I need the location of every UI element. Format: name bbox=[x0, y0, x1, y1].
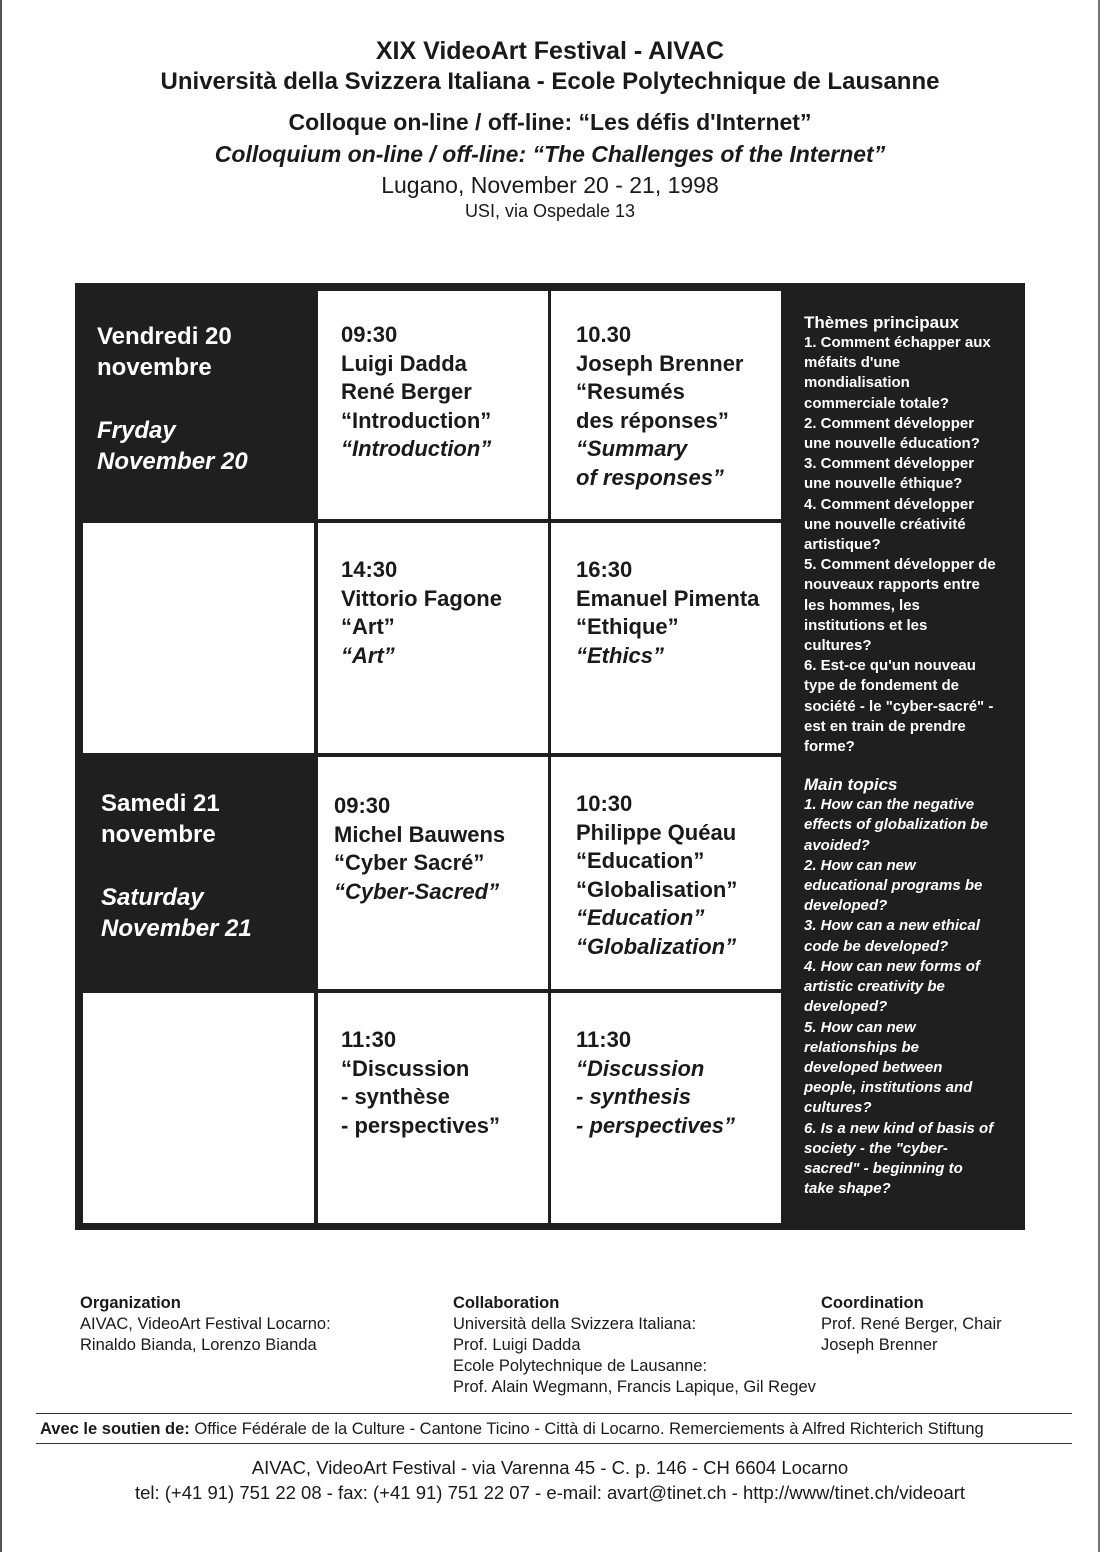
talk-title-fr: “Introduction” bbox=[341, 407, 492, 433]
theme-line: une nouvelle créativité bbox=[804, 515, 966, 533]
topic-line: cultures? bbox=[804, 1099, 872, 1117]
theme-line: cultures? bbox=[804, 637, 872, 655]
talk-title-fr: “Ethique” bbox=[576, 614, 679, 639]
credits-line: Prof. Alain Wegmann, Francis Lapique, Gil Regev bbox=[453, 1378, 816, 1396]
topic-line: society - the "cyber- bbox=[804, 1139, 948, 1157]
theme-line: une nouvelle éthique? bbox=[804, 475, 963, 493]
session-6 bbox=[576, 790, 737, 961]
credits-title: Collaboration bbox=[453, 1294, 560, 1312]
theme-line: 3. Comment développer bbox=[804, 455, 975, 473]
speaker: Michel Bauwens bbox=[334, 821, 506, 847]
theme-line: nouveaux rapports entre bbox=[804, 576, 980, 594]
talk-title-fr: - synthèse bbox=[341, 1084, 450, 1109]
theme-line: 6. Est-ce qu'un nouveau bbox=[804, 657, 976, 675]
credits-coordination bbox=[821, 1293, 1002, 1356]
talk-title-fr: “Resumés bbox=[576, 379, 685, 404]
talk-title-fr: “Art” bbox=[341, 614, 395, 639]
session-time: 11:30 bbox=[341, 1027, 397, 1052]
talk-title-fr: des réponses” bbox=[576, 407, 729, 433]
day-month-en: November 21 bbox=[101, 915, 252, 942]
institutions-line: Università della Svizzera Italiana - Ecole Polytechnique de Lausanne bbox=[160, 68, 940, 95]
colloque-title-fr: Colloque on-line / off-line: “Les défis d'Internet” bbox=[288, 109, 812, 135]
session-5 bbox=[334, 792, 505, 906]
session-time: 10:30 bbox=[576, 791, 633, 816]
topic-line: developed? bbox=[804, 897, 888, 915]
topic-line: sacred" - beginning to bbox=[804, 1159, 963, 1177]
support-label: Avec le soutien de: bbox=[40, 1420, 190, 1438]
topic-line: educational programs be bbox=[804, 877, 983, 895]
topic-line: avoided? bbox=[804, 836, 870, 854]
theme-line: une nouvelle éducation? bbox=[804, 435, 980, 453]
talk-title-en: “Art” bbox=[341, 642, 395, 668]
talk-title-en: “Discussion bbox=[576, 1055, 705, 1081]
event-venue: USI, via Ospedale 13 bbox=[464, 201, 636, 221]
themes-panel bbox=[804, 313, 1010, 1199]
footer bbox=[0, 1455, 1100, 1505]
day-label-en: Saturday bbox=[101, 884, 204, 911]
session-7 bbox=[341, 1026, 500, 1140]
themes-block-en bbox=[804, 775, 1010, 1199]
credits-line: Università della Svizzera Italiana: bbox=[453, 1315, 697, 1333]
talk-title-en: of responses” bbox=[576, 464, 724, 490]
themes-title-fr: Thèmes principaux bbox=[804, 313, 959, 332]
talk-title-en: “Globalization” bbox=[576, 933, 737, 959]
credits-line: Ecole Polytechnique de Lausanne: bbox=[453, 1357, 708, 1375]
talk-title-en: “Summary bbox=[576, 436, 688, 461]
theme-line: commerciale totale? bbox=[804, 394, 950, 412]
talk-title-en: - synthesis bbox=[576, 1084, 691, 1109]
support-line bbox=[40, 1418, 1070, 1440]
session-4 bbox=[576, 556, 759, 670]
theme-line: est en train de prendre bbox=[804, 717, 966, 735]
topic-line: 2. How can new bbox=[804, 856, 916, 874]
credits-title: Organization bbox=[80, 1294, 181, 1312]
divider-bottom bbox=[36, 1443, 1072, 1444]
colloquium-title-en: Colloquium on-line / off-line: “The Challenges of the Internet” bbox=[214, 141, 886, 167]
topic-line: take shape? bbox=[804, 1180, 891, 1198]
theme-line: mondialisation bbox=[804, 374, 910, 392]
theme-line: type de fondement de bbox=[804, 677, 960, 695]
talk-title-fr: “Discussion bbox=[341, 1055, 470, 1081]
talk-title-en: - perspectives” bbox=[576, 1112, 735, 1138]
talk-title-fr: “Cyber Sacré” bbox=[334, 850, 485, 875]
theme-line: 4. Comment développer bbox=[804, 495, 975, 513]
session-time: 16:30 bbox=[576, 557, 633, 582]
session-time: 09:30 bbox=[341, 322, 398, 347]
topic-line: code be developed? bbox=[804, 937, 949, 955]
topic-line: developed? bbox=[804, 998, 888, 1016]
session-time: 14:30 bbox=[341, 557, 398, 582]
session-8 bbox=[576, 1026, 735, 1140]
footer-contact: tel: (+41 91) 751 22 08 - fax: (+41 91) 751 22 07 - e-mail: avart@tinet.ch - http://www/tinet.ch/videoart bbox=[134, 1482, 966, 1503]
themes-list-fr bbox=[804, 333, 1010, 757]
page-border-left bbox=[0, 0, 2, 1552]
talk-title-en: “Introduction” bbox=[341, 436, 492, 461]
session-2 bbox=[576, 321, 744, 492]
topic-line: effects of globalization be bbox=[804, 816, 988, 834]
credits-line: Prof. René Berger, Chair bbox=[821, 1315, 1002, 1333]
support-text: Office Fédérale de la Culture - Cantone Ticino - Città di Locarno. Remerciements à Alfred Richterich Stiftung bbox=[194, 1420, 984, 1438]
talk-title-en: “Ethics” bbox=[576, 642, 665, 668]
day-saturday bbox=[101, 788, 252, 944]
theme-line: forme? bbox=[804, 738, 855, 756]
day-month-en: November 20 bbox=[97, 448, 248, 475]
topic-line: 3. How can a new ethical bbox=[804, 917, 980, 935]
day-label-fr: Vendredi 20 bbox=[97, 323, 232, 350]
topic-line: people, institutions and bbox=[804, 1079, 973, 1097]
topic-line: developed between bbox=[804, 1058, 943, 1076]
credits-organization bbox=[80, 1293, 331, 1356]
empty-cell bbox=[83, 993, 314, 1223]
credits-line: Prof. Luigi Dadda bbox=[453, 1336, 581, 1354]
talk-title-fr: “Globalisation” bbox=[576, 876, 738, 902]
day-month-fr: novembre bbox=[97, 354, 212, 381]
speaker: Joseph Brenner bbox=[576, 350, 744, 376]
day-label-en: Fryday bbox=[97, 417, 176, 444]
credits-collaboration bbox=[453, 1293, 816, 1398]
footer-address: AIVAC, VideoArt Festival - via Varenna 45 - C. p. 146 - CH 6604 Locarno bbox=[251, 1457, 849, 1478]
talk-title-fr: - perspectives” bbox=[341, 1112, 500, 1138]
session-time: 09:30 bbox=[334, 793, 391, 818]
credits-title: Coordination bbox=[821, 1294, 924, 1312]
talk-title-en: “Cyber-Sacred” bbox=[334, 878, 500, 904]
document-header bbox=[0, 34, 1100, 222]
topic-line: 5. How can new bbox=[804, 1018, 916, 1036]
divider-top bbox=[36, 1413, 1072, 1414]
festival-title: XIX VideoArt Festival - AIVAC bbox=[375, 37, 725, 65]
day-friday bbox=[97, 321, 248, 477]
day-month-fr: novembre bbox=[101, 821, 216, 848]
theme-line: les hommes, les bbox=[804, 596, 920, 614]
empty-cell bbox=[83, 523, 314, 753]
theme-line: artistique? bbox=[804, 536, 881, 554]
theme-line: 5. Comment développer de bbox=[804, 556, 996, 574]
topic-line: artistic creativity be bbox=[804, 978, 945, 996]
talk-title-fr: “Education” bbox=[576, 848, 705, 873]
day-label-fr: Samedi 21 bbox=[101, 790, 220, 817]
credits-line: Joseph Brenner bbox=[821, 1336, 938, 1354]
theme-line: société - le "cyber-sacré" - bbox=[804, 697, 994, 715]
session-time: 10.30 bbox=[576, 322, 632, 347]
credits-line: AIVAC, VideoArt Festival Locarno: bbox=[80, 1315, 331, 1333]
speaker: René Berger bbox=[341, 379, 472, 404]
speaker: Vittorio Fagone bbox=[341, 585, 502, 611]
speaker: Luigi Dadda bbox=[341, 350, 467, 376]
event-date-place: Lugano, November 20 - 21, 1998 bbox=[381, 172, 719, 198]
topic-line: 6. Is a new kind of basis of bbox=[804, 1119, 994, 1137]
theme-line: institutions et les bbox=[804, 616, 928, 634]
theme-line: 2. Comment développer bbox=[804, 414, 975, 432]
session-3 bbox=[341, 556, 502, 670]
theme-line: 1. Comment échapper aux bbox=[804, 334, 991, 351]
session-time: 11:30 bbox=[576, 1027, 632, 1052]
talk-title-en: “Education” bbox=[576, 905, 705, 930]
credits-line: Rinaldo Bianda, Lorenzo Bianda bbox=[80, 1336, 317, 1354]
session-1 bbox=[341, 321, 491, 464]
speaker: Emanuel Pimenta bbox=[576, 585, 760, 611]
speaker: Philippe Quéau bbox=[576, 819, 737, 845]
topic-line: 4. How can new forms of bbox=[804, 957, 980, 975]
themes-title-en: Main topics bbox=[804, 775, 898, 795]
topic-line: relationships be bbox=[804, 1038, 920, 1056]
topic-line: 1. How can the negative bbox=[804, 796, 975, 814]
theme-line: méfaits d'une bbox=[804, 354, 901, 372]
